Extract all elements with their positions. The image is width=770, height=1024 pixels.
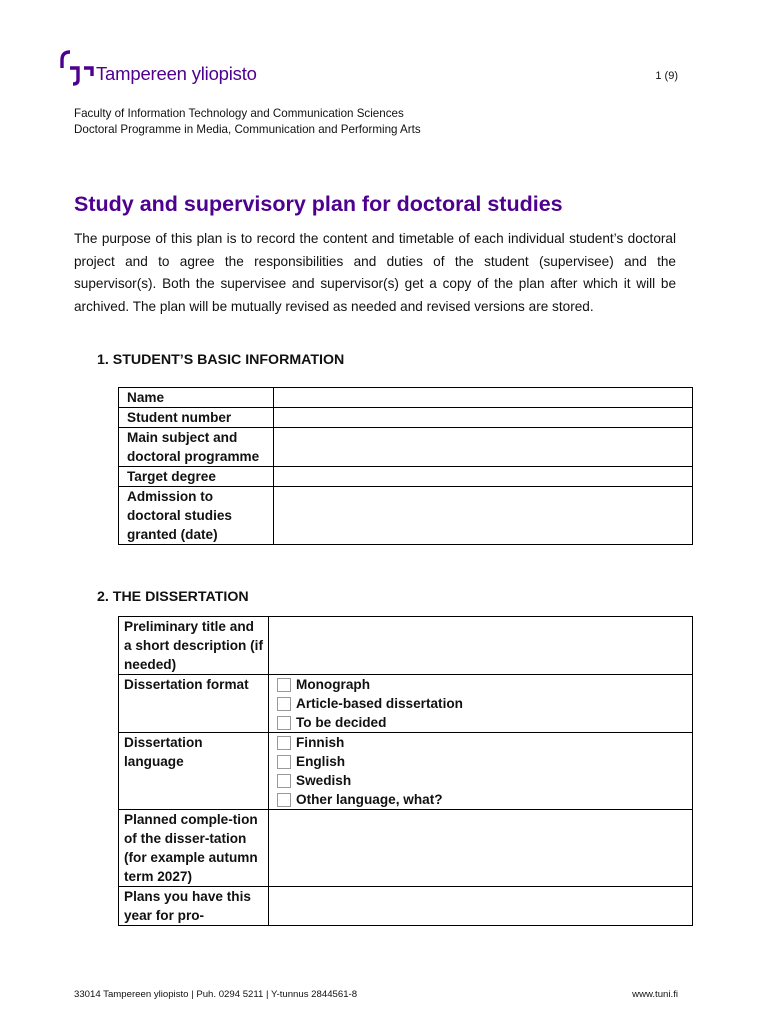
basic-info-table xyxy=(118,387,693,545)
option-other-language[interactable] xyxy=(277,790,688,809)
checkbox[interactable] xyxy=(277,774,291,788)
target-degree-field[interactable] xyxy=(274,467,693,487)
page-number: 1 (9) xyxy=(655,70,678,82)
section-1-heading: 1. STUDENT’S BASIC INFORMATION xyxy=(97,352,345,368)
option-swedish[interactable] xyxy=(277,771,688,790)
table-row xyxy=(119,467,693,487)
admission-date-field[interactable] xyxy=(274,487,693,545)
checkbox[interactable] xyxy=(277,716,291,730)
table-row xyxy=(119,408,693,428)
tuni-logo-icon xyxy=(58,46,94,86)
dissertation-language-label: Dissertation language xyxy=(119,733,269,810)
checkbox[interactable] xyxy=(277,755,291,769)
preliminary-title-label: Preliminary title and a short description (if needed) xyxy=(119,617,269,675)
checkbox[interactable] xyxy=(277,697,291,711)
option-label: English xyxy=(296,754,346,769)
university-logo xyxy=(58,46,257,86)
option-label: Finnish xyxy=(296,735,345,750)
document-title: Study and supervisory plan for doctoral studies xyxy=(74,192,563,216)
table-row xyxy=(119,487,693,545)
dissertation-table xyxy=(118,616,693,926)
table-row xyxy=(119,887,693,926)
dissertation-format-label: Dissertation format xyxy=(119,675,269,733)
planned-completion-field[interactable] xyxy=(269,810,693,887)
logo-text: Tampereen yliopisto xyxy=(96,63,257,84)
checkbox[interactable] xyxy=(277,793,291,807)
option-english[interactable] xyxy=(277,752,688,771)
table-row xyxy=(119,388,693,408)
programme-name: Doctoral Programme in Media, Communication and Performing Arts xyxy=(74,123,421,136)
table-row xyxy=(119,428,693,467)
table-row xyxy=(119,675,693,733)
table-row xyxy=(119,617,693,675)
name-label: Name xyxy=(119,388,274,408)
student-number-label: Student number xyxy=(119,408,274,428)
student-number-field[interactable] xyxy=(274,408,693,428)
checkbox[interactable] xyxy=(277,678,291,692)
option-finnish[interactable] xyxy=(277,733,688,752)
target-degree-label: Target degree xyxy=(119,467,274,487)
faculty-name: Faculty of Information Technology and Communication Sciences xyxy=(74,107,404,120)
table-row xyxy=(119,733,693,810)
option-label: Article-based dissertation xyxy=(296,696,463,711)
faculty-info xyxy=(74,106,421,138)
option-label: Swedish xyxy=(296,773,352,788)
plans-this-year-field[interactable] xyxy=(269,887,693,926)
footer-address: 33014 Tampereen yliopisto | Puh. 0294 5211 | Y-tunnus 2844561-8 xyxy=(74,989,358,1000)
option-label: Monograph xyxy=(296,677,370,692)
option-label: Other language, what? xyxy=(296,792,443,807)
planned-completion-label: Planned comple-tion of the disser-tation (for example autumn term 2027) xyxy=(119,810,269,887)
option-article-based[interactable] xyxy=(277,694,688,713)
option-to-be-decided[interactable] xyxy=(277,713,688,732)
section-2-heading: 2. THE DISSERTATION xyxy=(97,589,249,605)
dissertation-format-options xyxy=(269,675,693,733)
option-label: To be decided xyxy=(296,715,387,730)
table-row xyxy=(119,810,693,887)
main-subject-label: Main subject and doctoral programme xyxy=(119,428,274,467)
option-monograph[interactable] xyxy=(277,675,688,694)
admission-date-label: Admission to doctoral studies granted (date) xyxy=(119,487,274,545)
checkbox[interactable] xyxy=(277,736,291,750)
preliminary-title-field[interactable] xyxy=(269,617,693,675)
footer-website: www.tuni.fi xyxy=(632,989,678,1000)
name-field[interactable] xyxy=(274,388,693,408)
dissertation-language-options xyxy=(269,733,693,810)
plans-this-year-label: Plans you have this year for pro- xyxy=(119,887,269,926)
main-subject-field[interactable] xyxy=(274,428,693,467)
intro-paragraph: The purpose of this plan is to record the content and timetable of each individual student’s doctoral project and to agree the responsibilities and duties of the student (supervisee) and the supervisor(s). Both the supervisee and supervisor(s) get a copy of the plan after which it will be archived. The plan will be mutually revised as needed and revised versions are stored. xyxy=(74,231,676,314)
